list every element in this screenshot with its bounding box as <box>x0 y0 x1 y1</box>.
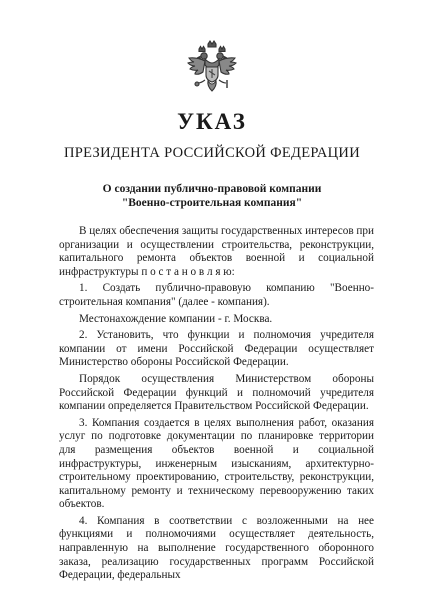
decree-heading-line: "Военно-строительная компания" <box>121 197 303 209</box>
paragraph: В целях обеспечения защиты государственных интересов при организации и осуществлении строительства, реконструкции, капитального ремонта объектов военной и социальной инфраструктуры п о с т а н о в л я ю: <box>59 225 374 278</box>
paragraph: 1. Создать публично-правовую компанию "Военно-строительная компания" (далее - компания). <box>59 282 374 308</box>
coat-of-arms-icon <box>187 40 237 98</box>
decree-heading-line: О создании публично-правовой компании <box>102 183 322 195</box>
paragraph: 3. Компания создается в целях выполнения работ, оказания услуг по подготовке документации по планировке территории для размещения объектов военной и социальной инфраструктуры, инженерным изысканиям, архитектурно-строительному проектированию, строительству, реконструкции, капитальному ремонту и техническому перевооружению таких объектов. <box>59 416 374 511</box>
paragraph: 4. Компания в соответствии с возложенными на нее функциями и полномочиями осуществляет деятельность, направленную на выполнение государственного оборонного заказа, реализацию государственных программ Российской Федерации, федеральных <box>59 514 374 582</box>
paragraph: Местонахождение компании - г. Москва. <box>79 312 273 325</box>
paragraph: 2. Установить, что функции и полномочия учредителя компании от имени Российской Федерации осуществляет Министерство обороны Российской Федерации. <box>59 329 374 369</box>
paragraph: Порядок осуществления Министерством обороны Российской Федерации функций и полномочий учредителя компании определяется Правительством Российской Федерации. <box>59 372 374 413</box>
decree-heading <box>0 182 424 210</box>
decree-body <box>59 225 374 583</box>
document-subtitle: ПРЕЗИДЕНТА РОССИЙСКОЙ ФЕДЕРАЦИИ <box>64 145 360 161</box>
document-title: УКАЗ <box>177 109 247 134</box>
